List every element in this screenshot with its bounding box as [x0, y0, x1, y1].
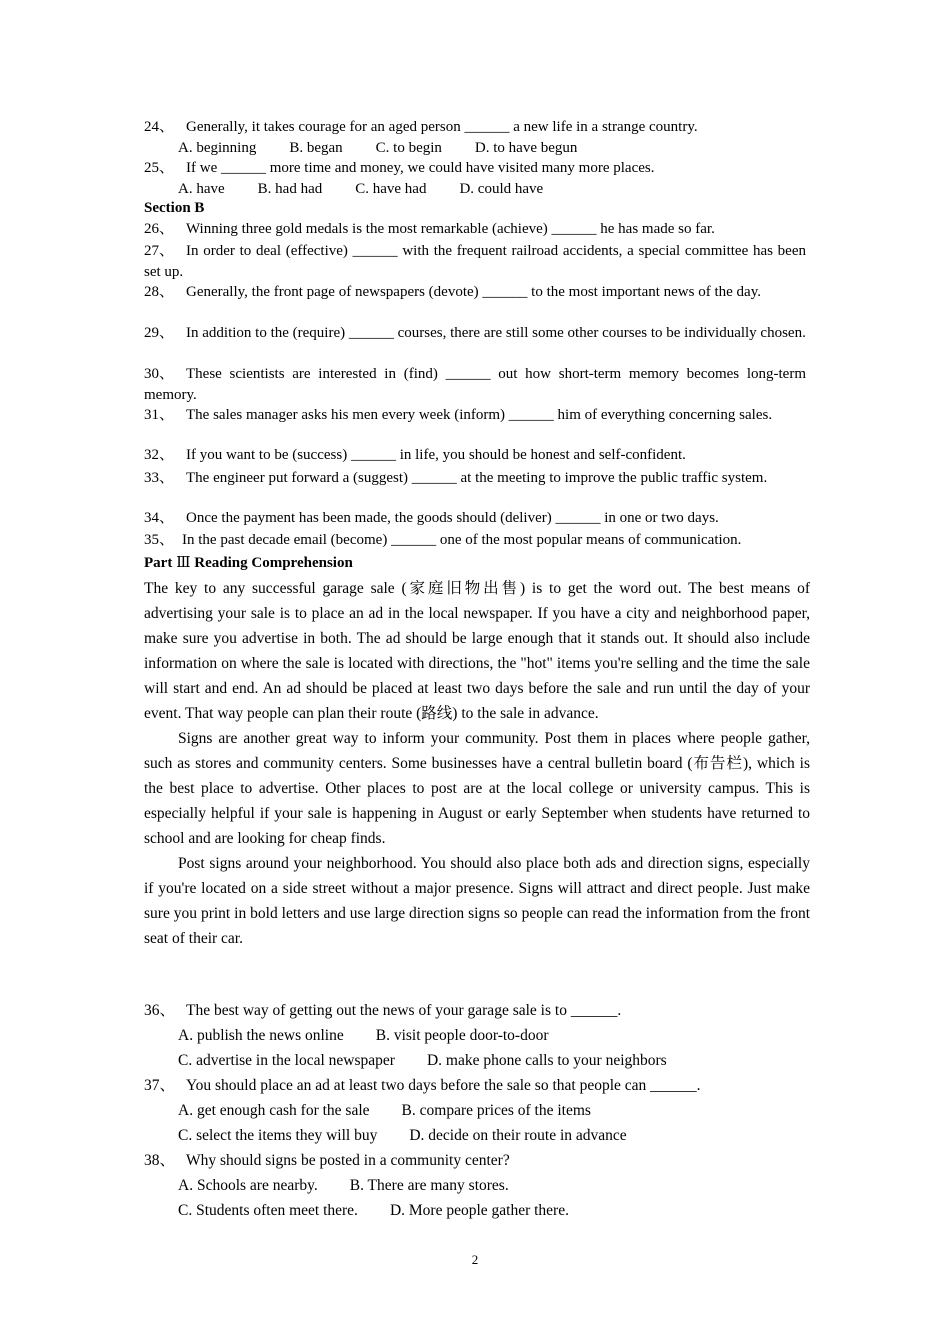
- question-31: [144, 405, 806, 426]
- question-number: 36、: [144, 1002, 176, 1019]
- option-a: A. publish the news online: [178, 1027, 344, 1044]
- option-b: B. compare prices of the items: [401, 1102, 591, 1119]
- part-3-heading: [144, 554, 353, 572]
- question-text: Generally, the front page of newspapers (devote) ______ to the most important news of the day.: [186, 284, 761, 300]
- reading-passage: [144, 576, 810, 951]
- question-34: [144, 509, 719, 527]
- question-text: Once the payment has been made, the goods should (deliver) ______ in one or two days.: [186, 510, 719, 526]
- question-text: Winning three gold medals is the most remarkable (achieve) ______ he has made so far.: [186, 221, 715, 237]
- option-b: B. visit people door-to-door: [375, 1027, 549, 1044]
- question-36-options-row-2: [178, 1051, 699, 1071]
- question-text: The best way of getting out the news of your garage sale is to ______.: [186, 1002, 622, 1019]
- question-36: [144, 1001, 621, 1021]
- question-text: In addition to the (require) ______ courses, there are still some other courses to be individually chosen.: [186, 325, 806, 341]
- option-a: A. Schools are nearby.: [178, 1177, 318, 1194]
- question-number: 37、: [144, 1077, 176, 1094]
- question-25: [144, 159, 654, 177]
- question-25-options: [178, 180, 543, 198]
- question-number: 25、: [144, 160, 175, 176]
- question-number: 31、: [144, 407, 175, 423]
- option-b: B. had had: [257, 181, 323, 197]
- page-number: 2: [471, 1252, 479, 1267]
- option-c: C. to begin: [375, 140, 442, 156]
- option-a: A. have: [178, 181, 225, 197]
- option-b: B. There are many stores.: [349, 1177, 509, 1194]
- option-a: A. get enough cash for the sale: [178, 1102, 370, 1119]
- question-33: [144, 468, 806, 489]
- question-number: 38、: [144, 1152, 176, 1169]
- question-number: 27、: [144, 243, 175, 259]
- question-text: These scientists are interested in (find) ______ out how short-term memory becomes long-term memory.: [144, 366, 806, 403]
- passage-paragraph-2: Signs are another great way to inform your community. Post them in places where people gather, such as stores and community centers. Some businesses have a central bulletin board (布告栏), which is the best place to advertise. Other places to post are at the local college or university campus. This is especially helpful if your sale is happening in August or early September when students have returned to school and are looking for cheap finds.: [144, 730, 810, 847]
- question-text: Why should signs be posted in a community center?: [186, 1152, 510, 1169]
- question-number: 35、: [144, 532, 175, 548]
- question-number: 34、: [144, 510, 175, 526]
- question-38: [144, 1151, 510, 1171]
- part-title: Reading Comprehension: [190, 555, 353, 571]
- question-number: 24、: [144, 119, 175, 135]
- question-37-options-row-1: [178, 1101, 623, 1121]
- question-28: [144, 282, 806, 303]
- option-b: B. began: [289, 140, 343, 156]
- question-text: If you want to be (success) ______ in life, you should be honest and self-confident.: [186, 447, 686, 463]
- question-number: 28、: [144, 284, 175, 300]
- part-numeral: Ⅲ: [176, 555, 191, 571]
- option-a: A. beginning: [178, 140, 257, 156]
- option-c: C. Students often meet there.: [178, 1202, 358, 1219]
- question-37: [144, 1076, 701, 1096]
- option-d: D. More people gather there.: [389, 1202, 569, 1219]
- question-38-options-row-2: [178, 1201, 601, 1221]
- option-c: C. select the items they will buy: [178, 1127, 378, 1144]
- question-text: The engineer put forward a (suggest) ______ at the meeting to improve the public traffic system.: [186, 470, 768, 486]
- question-text: You should place an ad at least two days before the sale so that people can ______.: [186, 1077, 701, 1094]
- question-36-options-row-1: [178, 1026, 581, 1046]
- question-text: If we ______ more time and money, we could have visited many more places.: [186, 160, 655, 176]
- question-number: 26、: [144, 221, 175, 237]
- question-24-options: [178, 139, 577, 157]
- passage-paragraph-3: Post signs around your neighborhood. You should also place both ads and direction signs, especially if you're located on a side street without a major presence. Signs will attract and direct people. Just make sure you print in bold letters and use large direction signs so people can read the information from the front seat of their car.: [144, 855, 810, 947]
- question-text: In the past decade email (become) ______ one of the most popular means of communication.: [182, 532, 742, 548]
- option-d: D. make phone calls to your neighbors: [426, 1052, 667, 1069]
- passage-paragraph-1: The key to any successful garage sale (家庭旧物出售) is to get the word out. The best means of advertising your sale is to place an ad in the local newspaper. If you have a city and neighborhood paper, make sure you advertise in both. The ad should be large enough that it stands out. It should also include information on where the sale is located with directions, the "hot" items you're selling and the time the sale will start and end. An ad should be placed at least two days before the sale and run until the day of your event. That way people can plan their route (路线) to the sale in advance.: [144, 580, 810, 722]
- option-c: C. advertise in the local newspaper: [178, 1052, 395, 1069]
- question-number: 32、: [144, 447, 175, 463]
- question-26: [144, 220, 715, 238]
- question-24: [144, 118, 698, 136]
- section-b-heading: Section B: [144, 200, 205, 216]
- question-number: 29、: [144, 325, 175, 341]
- option-d: D. could have: [459, 181, 544, 197]
- part-prefix: Part: [144, 555, 177, 571]
- question-27: [144, 241, 806, 282]
- question-number: 30、: [144, 366, 175, 382]
- question-29: [144, 323, 806, 344]
- option-c: C. have had: [355, 181, 427, 197]
- question-30: [144, 364, 806, 405]
- question-text: Generally, it takes courage for an aged person ______ a new life in a strange country.: [186, 119, 698, 135]
- question-32: [144, 446, 686, 464]
- question-35: [144, 531, 741, 549]
- question-37-options-row-2: [178, 1126, 659, 1146]
- option-d: D. to have begun: [474, 140, 578, 156]
- question-text: The sales manager asks his men every week (inform) ______ him of everything concerning sales.: [186, 407, 773, 423]
- option-d: D. decide on their route in advance: [409, 1127, 627, 1144]
- question-text: In order to deal (effective) ______ with the frequent railroad accidents, a special committee has been set up.: [144, 243, 806, 280]
- question-38-options-row-1: [178, 1176, 541, 1196]
- question-number: 33、: [144, 470, 175, 486]
